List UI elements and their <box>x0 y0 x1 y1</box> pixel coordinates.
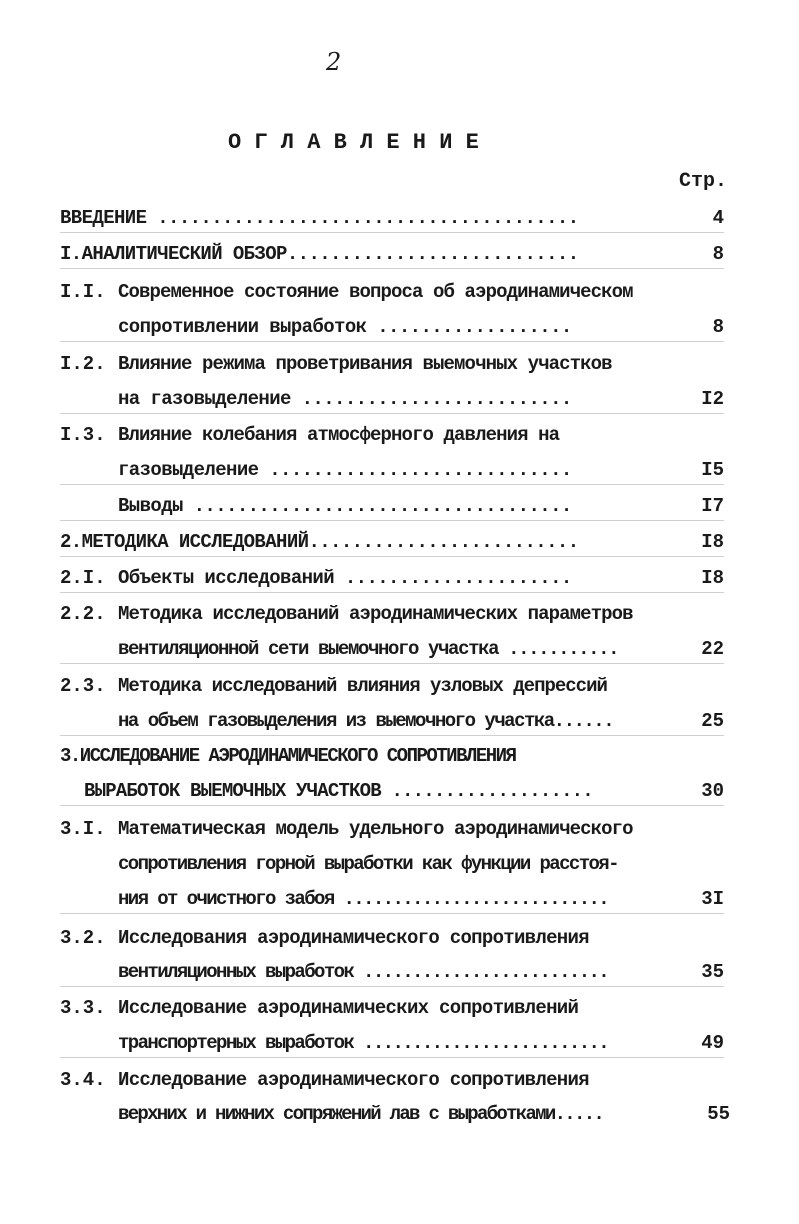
toc-divider <box>60 556 724 557</box>
toc-entry-text: 3.ИССЛЕДОВАНИЕ АЭРОДИНАМИЧЕСКОГО СОПРОТИВЛЕНИЯ <box>60 745 516 767</box>
toc-section-number: 3.2. <box>60 927 106 949</box>
toc-divider <box>60 232 724 233</box>
toc-entry-text: на газовыделение ......................... <box>118 388 572 410</box>
toc-section-number: 2.2. <box>60 603 106 625</box>
toc-section-number: 2.3. <box>60 675 106 697</box>
toc-page-number: 22 <box>701 638 724 660</box>
toc-divider <box>60 341 724 342</box>
page-column-label: Стр. <box>679 170 728 193</box>
toc-divider <box>60 735 724 736</box>
toc-section-number: 3.I. <box>60 818 106 840</box>
toc-divider <box>60 484 724 485</box>
toc-entry-text: вентиляционных выработок ......................... <box>118 961 609 983</box>
toc-entry-text: ВВЕДЕНИЕ ....................................... <box>60 207 579 229</box>
toc-entry-text: сопротивления горной выработки как функции расстоя- <box>118 853 618 875</box>
toc-divider <box>60 913 724 914</box>
page-number: 2 <box>326 48 342 76</box>
toc-page-number: 49 <box>701 1032 724 1054</box>
toc-page-number: 30 <box>701 780 724 802</box>
toc-entry-text: транспортерных выработок ......................... <box>118 1032 609 1054</box>
toc-entry-text: Объекты исследований ..................... <box>118 567 572 589</box>
toc-entry-text: Влияние колебания атмосферного давления на <box>118 424 560 446</box>
toc-page-number: I7 <box>701 495 724 517</box>
toc-page-number: 35 <box>701 961 724 983</box>
toc-entry-text: 2.МЕТОДИКА ИССЛЕДОВАНИЙ......................... <box>60 531 579 553</box>
toc-entry-text: Исследование аэродинамического сопротивления <box>118 1069 589 1091</box>
toc-divider <box>60 413 724 414</box>
toc-section-number: I.3. <box>60 424 106 446</box>
toc-section-number: I.2. <box>60 353 106 375</box>
toc-section-number: 3.3. <box>60 997 106 1019</box>
toc-entry-text: Влияние режима проветривания выемочных участков <box>118 353 612 375</box>
toc-page-number: 8 <box>712 316 724 338</box>
toc-entry-text: Исследования аэродинамического сопротивления <box>118 927 589 949</box>
toc-page-number: I5 <box>701 459 724 481</box>
toc-entry-text: ВЫРАБОТОК ВЫЕМОЧНЫХ УЧАСТКОВ ................... <box>84 780 593 802</box>
toc-divider <box>60 592 724 593</box>
toc-entry-text: Современное состояние вопроса об аэродинамическом <box>118 281 633 303</box>
toc-entry-text: Методика исследований аэродинамических параметров <box>118 603 633 625</box>
toc-entry-text: Выводы ................................... <box>118 495 572 517</box>
toc-section-number: I.I. <box>60 281 106 303</box>
toc-entry-text: сопротивлении выработок .................. <box>118 316 572 338</box>
toc-section-number: 3.4. <box>60 1069 106 1091</box>
toc-page-number: 25 <box>701 710 724 732</box>
toc-divider <box>60 986 724 987</box>
toc-entry-text: вентиляционной сети выемочного участка ........... <box>118 638 619 660</box>
toc-entry-text: Исследование аэродинамических сопротивлений <box>118 997 579 1019</box>
toc-page-number: 8 <box>712 243 724 265</box>
toc-page-number: 3I <box>701 888 724 910</box>
toc-entry-text: газовыделение ............................ <box>118 459 572 481</box>
toc-entry-text: верхних и нижних сопряжений лав с выработками..... <box>118 1103 604 1125</box>
toc-page-number: 55 <box>707 1103 730 1125</box>
toc-entry-text: Методика исследований влияния узловых депрессий <box>118 675 607 697</box>
toc-page-number: 4 <box>712 207 724 229</box>
toc-divider <box>60 805 724 806</box>
toc-page-number: I8 <box>701 531 724 553</box>
page-title: ОГЛАВЛЕНИЕ <box>227 130 493 155</box>
toc-divider <box>60 663 724 664</box>
toc-divider <box>60 268 724 269</box>
toc-section-number: 2.I. <box>60 567 106 589</box>
toc-entry-text: на объем газовыделения из выемочного участка...... <box>118 710 614 732</box>
toc-entry-text: I.АНАЛИТИЧЕСКИЙ ОБЗОР........................... <box>60 243 579 265</box>
toc-page-number: I8 <box>701 567 724 589</box>
toc-page-number: I2 <box>701 388 724 410</box>
toc-divider <box>60 1057 724 1058</box>
toc-entry-text: ния от очистного забоя ........................... <box>118 888 609 910</box>
toc-entry-text: Математическая модель удельного аэродинамического <box>118 818 633 840</box>
toc-divider <box>60 520 724 521</box>
